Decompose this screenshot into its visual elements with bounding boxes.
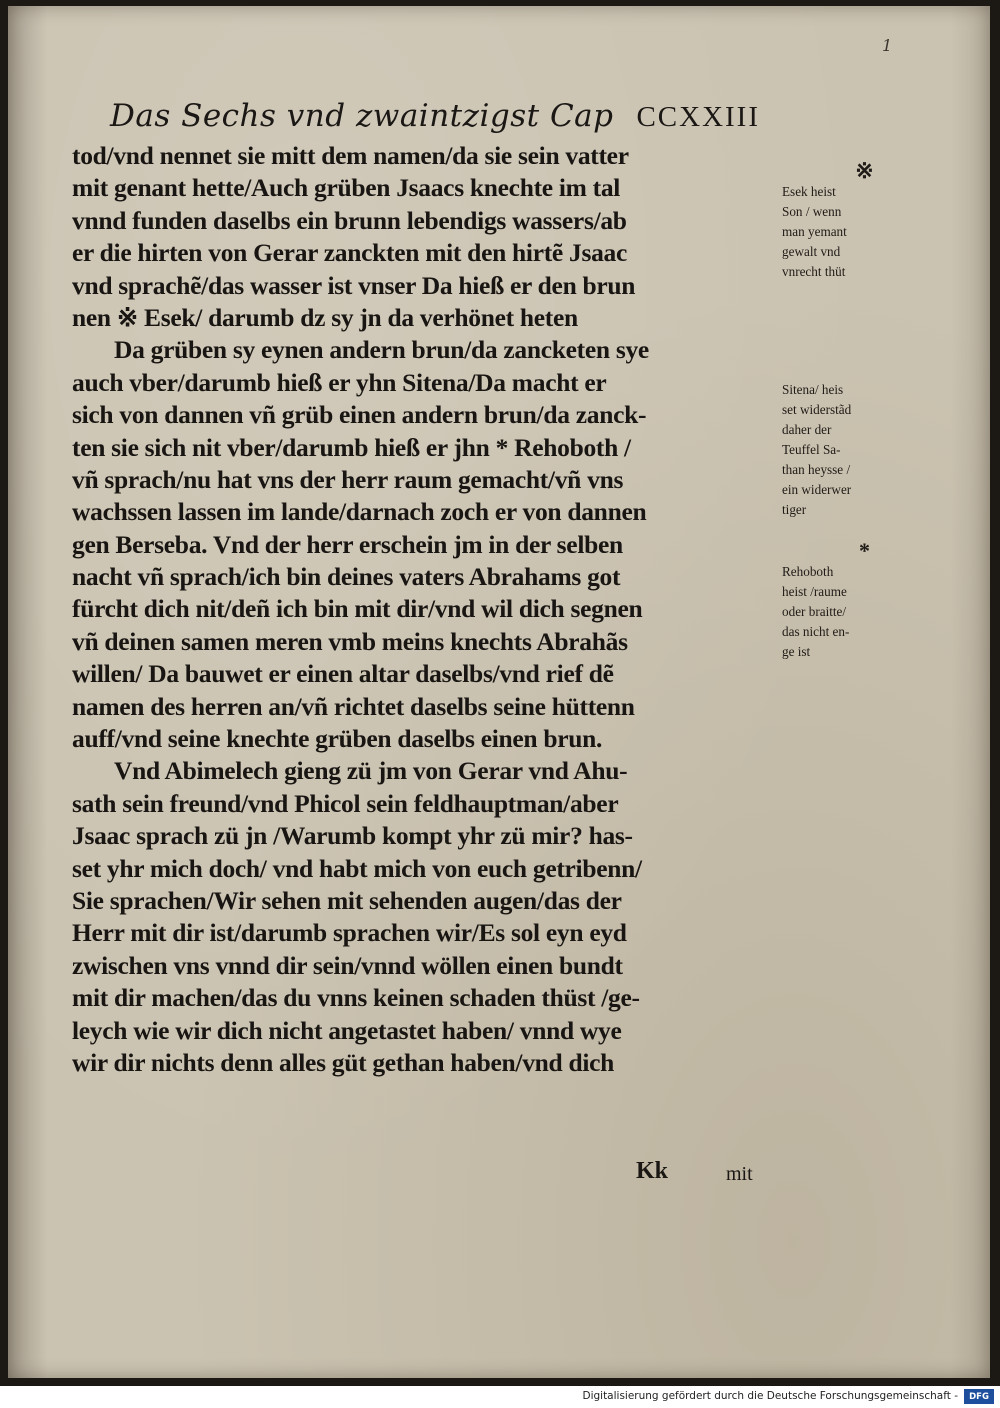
margin-note-line: daher der xyxy=(782,422,832,437)
text-line: vnnd funden daselbs ein brunn lebendigs wassers/ab xyxy=(72,205,627,235)
text-line: mit genant hette/Auch grüben Jsaacs knechte im tal xyxy=(72,173,621,203)
text-line: Jsaac sprach zü jn /Warumb kompt yhr zü mir? has- xyxy=(72,821,633,851)
margin-note-line: ge ist xyxy=(782,644,811,659)
dfg-logo: DFG xyxy=(964,1389,994,1404)
note-reference-mark: ※ xyxy=(855,158,874,183)
text-line: willen/ Da bauwet er einen altar daselbs/vnd rief dẽ xyxy=(72,659,614,689)
text-line: nen ※ Esek/ darumb dz sy jn da verhönet heten xyxy=(72,302,578,332)
text-line: set yhr mich doch/ vnd habt mich von euch getribenn/ xyxy=(72,853,642,883)
text-line: mit dir machen/das du vnns keinen schaden thüst /ge- xyxy=(72,983,640,1013)
text-line: gen Berseba. Vnd der herr erschein jm in der selben xyxy=(72,529,623,559)
margin-note-line: heist /raume xyxy=(782,584,847,599)
text-line: vñ sprach/nu hat vns der herr raum gemacht/vñ vns xyxy=(72,464,624,494)
text-line: sath sein freund/vnd Phicol sein feldhauptman/aber xyxy=(72,788,619,818)
margin-note-line: Teuffel Sa- xyxy=(782,442,841,457)
margin-note-line: oder braitte/ xyxy=(782,604,847,619)
catchword: mit xyxy=(726,1163,753,1185)
margin-note xyxy=(782,540,907,662)
text-line: fürcht dich nit/deñ ich bin mit dir/vnd wil dich segnen xyxy=(72,594,643,624)
margin-note-line: gewalt vnd xyxy=(782,244,841,259)
folio-mark: 1 xyxy=(882,36,893,55)
note-reference-mark: * xyxy=(859,538,870,563)
text-line: wir dir nichts denn alles güt gethan haben/vnd dich xyxy=(72,1047,615,1077)
text-line: wachssen lassen im lande/darnach zoch er von dannen xyxy=(72,497,647,527)
text-line: Sie sprachen/Wir sehen mit sehenden augen/das der xyxy=(72,885,622,915)
running-title: Das Sechs vnd zwaintzigst Cap xyxy=(110,98,614,134)
footer-credit: Digitalisierung gefördert durch die Deutsche Forschungsgemeinschaft - xyxy=(582,1390,958,1402)
text-line: er die hirten von Gerar zanckten mit den hirtẽ Jsaac xyxy=(72,238,628,268)
signature-mark: Kk xyxy=(636,1158,669,1184)
margin-note-line: tiger xyxy=(782,502,807,517)
text-line: Herr mit dir ist/darumb sprachen wir/Es sol eyn eyd xyxy=(72,918,627,948)
text-line: namen des herren an/vñ richtet daselbs seine hüttenn xyxy=(72,691,635,721)
margin-note-line: Esek heist xyxy=(782,184,836,199)
text-line: vnd sprachẽ/das wasser ist vnser Da hieß er den brun xyxy=(72,270,636,300)
margin-note-line: set widerstãd xyxy=(782,402,852,417)
text-line: Vnd Abimelech gieng zü jm von Gerar vnd Ahu- xyxy=(114,756,628,786)
margin-note-line: Sitena/ heis xyxy=(782,382,844,397)
margin-note-line: das nicht en- xyxy=(782,624,850,639)
margin-note-line: vnrecht thüt xyxy=(782,264,846,279)
text-line: Da grüben sy eynen andern brun/da zancketen sye xyxy=(114,335,649,365)
margin-note xyxy=(782,380,907,520)
footer-bar xyxy=(0,1386,1000,1408)
margin-note xyxy=(782,160,907,282)
main-text-column xyxy=(72,140,784,1079)
margin-note-line: than heysse / xyxy=(782,462,851,477)
margin-note-line: Son / wenn xyxy=(782,204,842,219)
text-line: vñ deinen samen meren vmb meins knechts Abrahãs xyxy=(72,626,628,656)
text-line: sich von dannen vñ grüb einen andern brun/da zanck- xyxy=(72,400,647,430)
text-line: leych wie wir dich nicht angetastet haben/ vnnd wye xyxy=(72,1015,622,1045)
text-line: auff/vnd seine knechte grüben daselbs einen brun. xyxy=(72,724,603,754)
margin-note-line: ein widerwer xyxy=(782,482,852,497)
text-line: nacht vñ sprach/ich bin deines vaters Abrahams got xyxy=(72,562,621,592)
margin-note-line: Rehoboth xyxy=(782,564,834,579)
text-line: auch vber/darumb hieß er yhn Sitena/Da macht er xyxy=(72,367,607,397)
margin-note-line: man yemant xyxy=(782,224,847,239)
text-line: tod/vnd nennet sie mitt dem namen/da sie sein vatter xyxy=(72,141,629,170)
text-line: ten sie sich nit vber/darumb hieß er jhn * Rehoboth / xyxy=(72,432,631,462)
page-header xyxy=(110,98,760,134)
chapter-number: CCXXIII xyxy=(636,101,760,133)
text-line: zwischen vns vnnd dir sein/vnnd wöllen einen bundt xyxy=(72,950,623,980)
